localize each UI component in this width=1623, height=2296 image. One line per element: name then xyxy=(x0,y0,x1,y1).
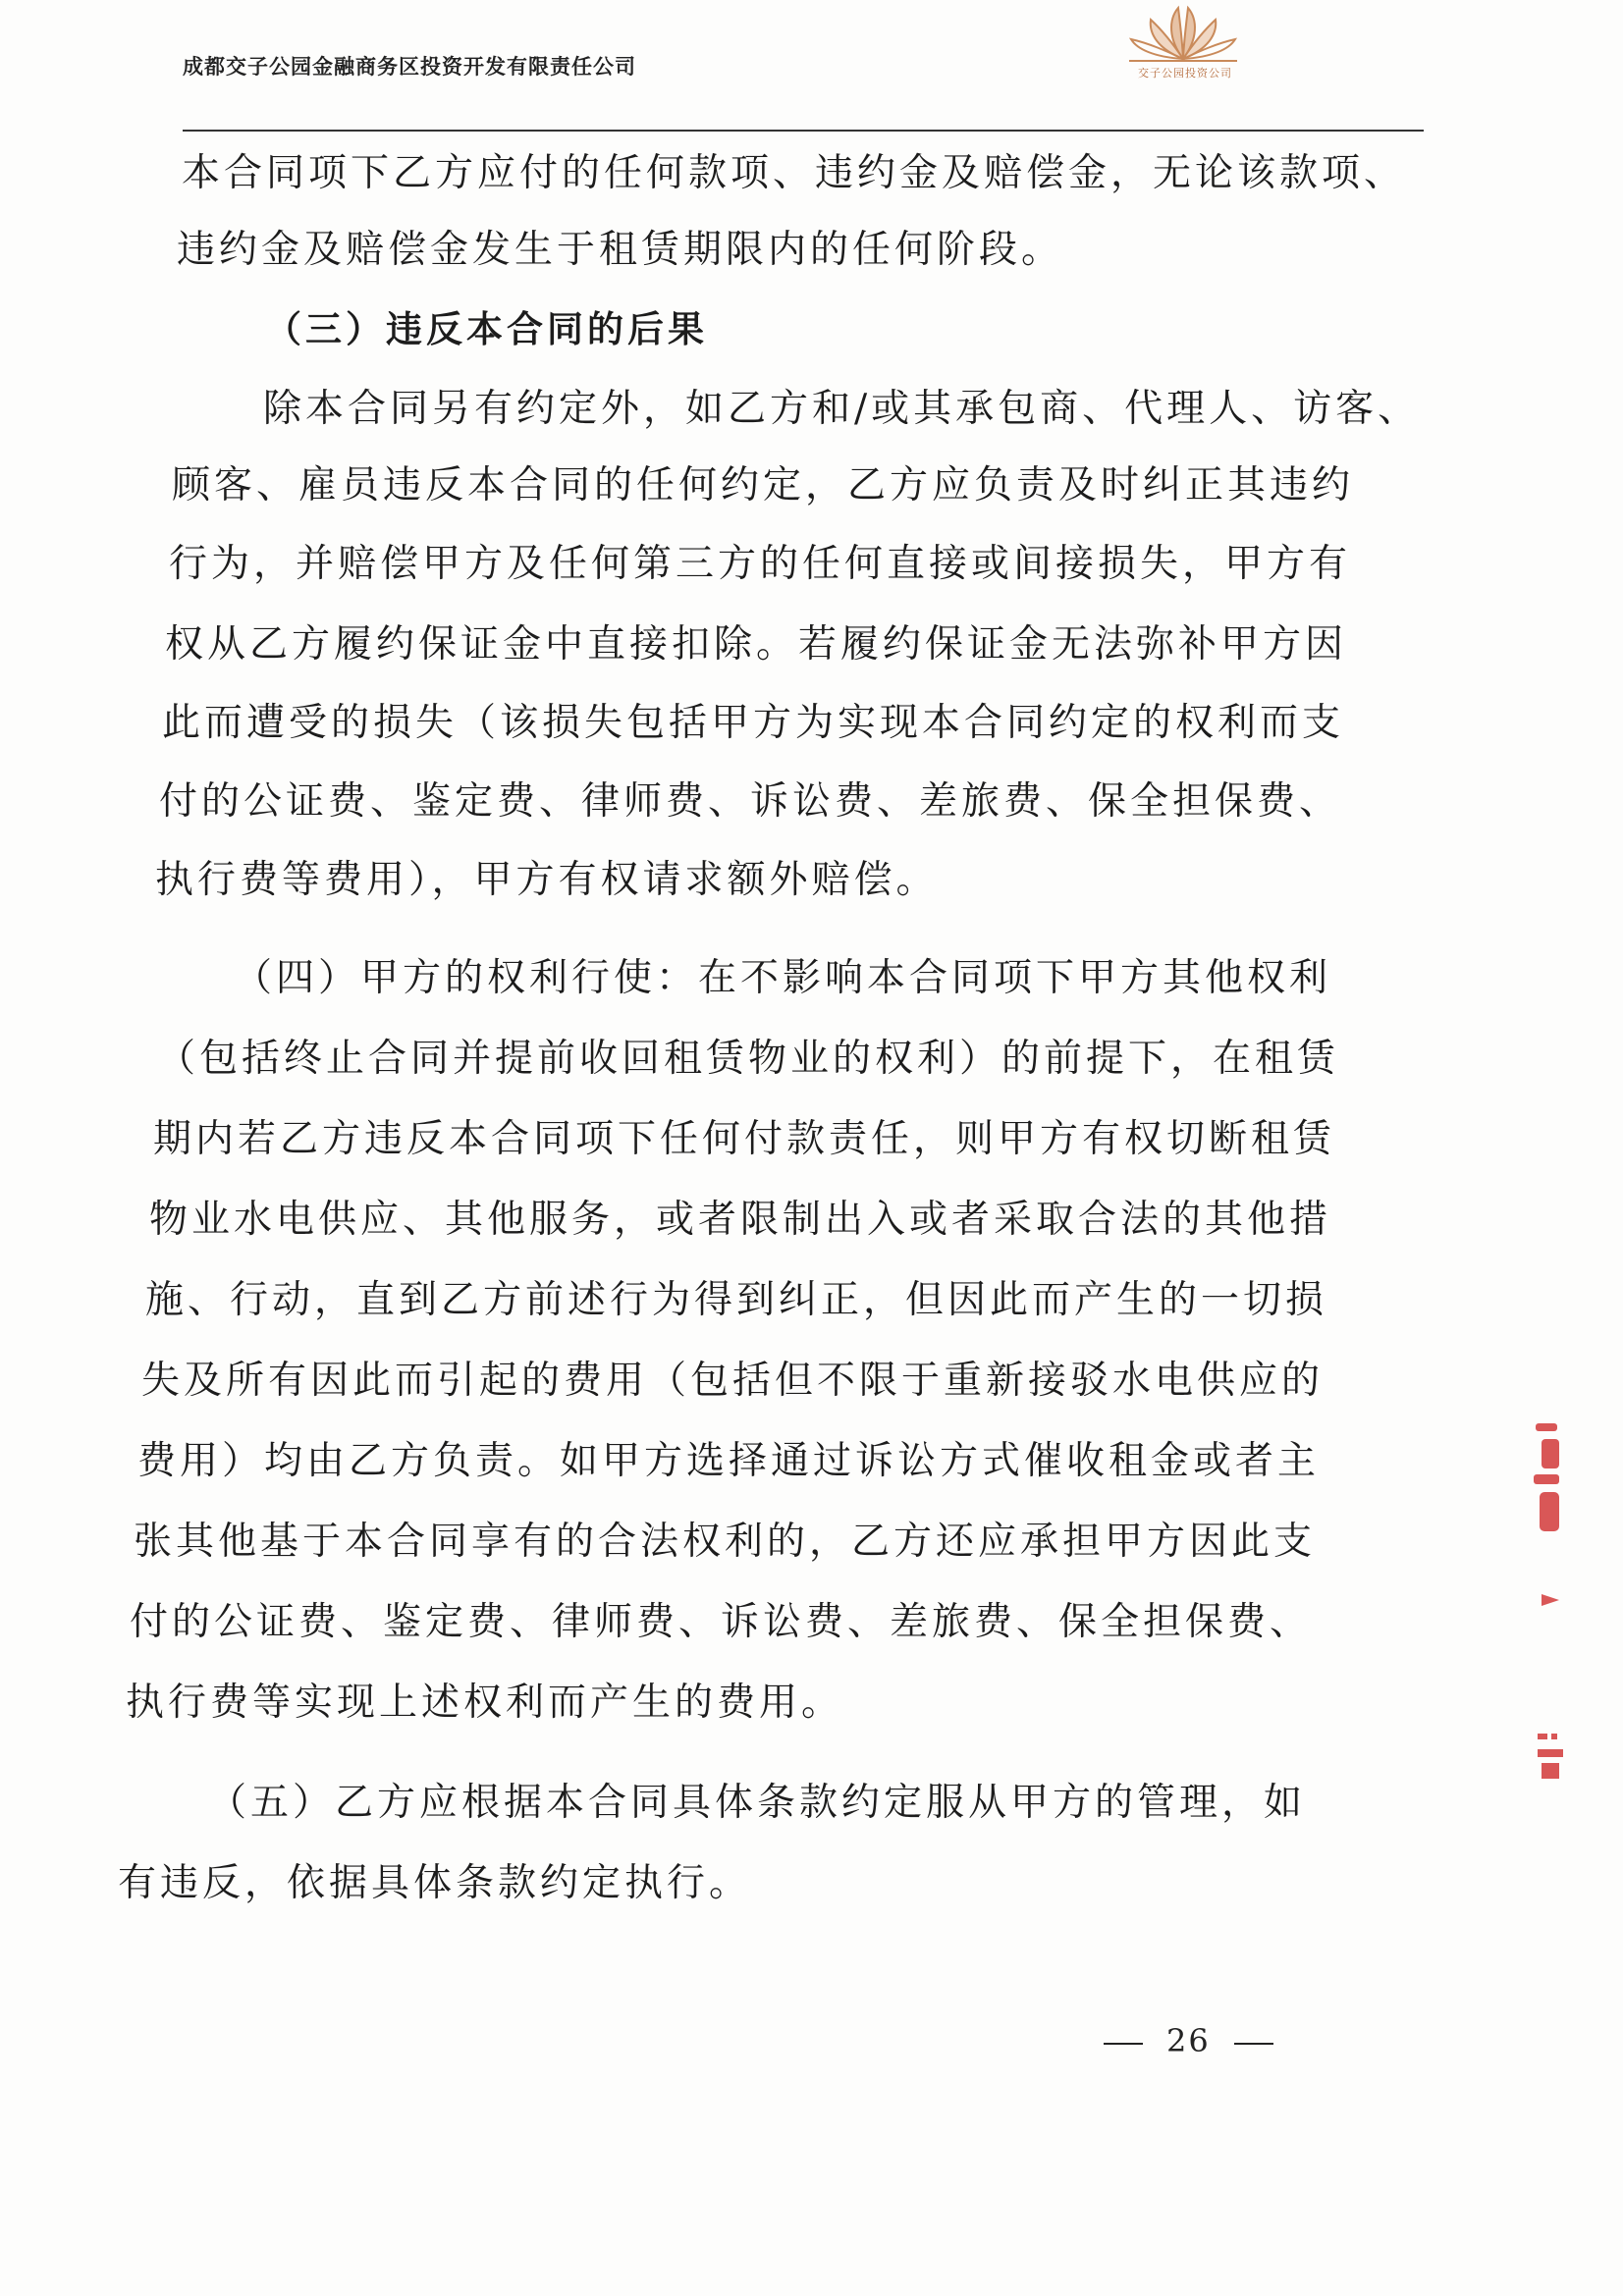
text-line: 执行费等实现上述权利而产生的费用。 xyxy=(126,1681,844,1725)
logo-caption: 交子公园投资公司 xyxy=(1138,67,1232,80)
text-line: 顾客、雇员违反本合同的任何约定，乙方应负责及时纠正其违约 xyxy=(172,463,1355,507)
header-divider xyxy=(183,130,1424,132)
text-line: 物业水电供应、其他服务，或者限制出入或者采取合法的其他措 xyxy=(149,1198,1332,1242)
text-line: （五）乙方应根据本合同具体条款约定服从甲方的管理，如 xyxy=(208,1781,1307,1825)
page-number-value: 26 xyxy=(1166,2022,1211,2059)
text-line: 此而遭受的损失（该损失包括甲方为实现本合同约定的权利而支 xyxy=(162,701,1345,745)
text-line: 付的公证费、鉴定费、律师费、诉讼费、差旅费、保全担保费、 xyxy=(130,1600,1313,1644)
text-line: 本合同项下乙方应付的任何款项、违约金及赔偿金，无论该款项、 xyxy=(182,151,1407,195)
text-line: 期内若乙方违反本合同项下任何付款责任，则甲方有权切断租赁 xyxy=(153,1117,1336,1161)
text-line: 执行费等费用），甲方有权请求额外赔偿。 xyxy=(155,858,939,902)
text-line: （包括终止合同并提前收回租赁物业的权利）的前提下，在租赁 xyxy=(157,1037,1340,1081)
text-line: （四）甲方的权利行使：在不影响本合同项下甲方其他权利 xyxy=(234,956,1332,1000)
text-line: 行为，并赔偿甲方及任何第三方的任何直接或间接损失，甲方有 xyxy=(169,542,1352,586)
page-number xyxy=(1080,2022,1297,2059)
seal-fragment-icon xyxy=(1532,1728,1571,1787)
company-name: 成都交子公园金融商务区投资开发有限责任公司 xyxy=(183,55,636,79)
dash-left xyxy=(1104,2043,1143,2045)
section-heading: （三）违反本合同的后果 xyxy=(265,308,708,350)
text-line: 违约金及赔偿金发生于租赁期限内的任何阶段。 xyxy=(177,228,1064,272)
text-line: 付的公证费、鉴定费、律师费、诉讼费、差旅费、保全担保费、 xyxy=(159,779,1342,824)
text-line: 权从乙方履约保证金中直接扣除。若履约保证金无法弥补甲方因 xyxy=(165,622,1348,667)
text-line: 张其他基于本合同享有的合法权利的，乙方还应承担甲方因此支 xyxy=(134,1520,1317,1564)
text-line: 有违反，依据具体条款约定执行。 xyxy=(118,1861,752,1905)
seal-fragment-icon xyxy=(1532,1590,1571,1610)
text-line: 费用）均由乙方负责。如甲方选择通过诉讼方式催收租金或者主 xyxy=(137,1439,1321,1483)
text-line: 除本合同另有约定外，如乙方和/或其承包商、代理人、访客、 xyxy=(263,387,1421,431)
text-line: 失及所有因此而引起的费用（包括但不限于重新接驳水电供应的 xyxy=(141,1359,1325,1403)
dash-right xyxy=(1234,2043,1273,2045)
seal-fragment-icon xyxy=(1532,1414,1571,1551)
text-line: 施、行动，直到乙方前述行为得到纠正，但因此而产生的一切损 xyxy=(145,1278,1328,1322)
